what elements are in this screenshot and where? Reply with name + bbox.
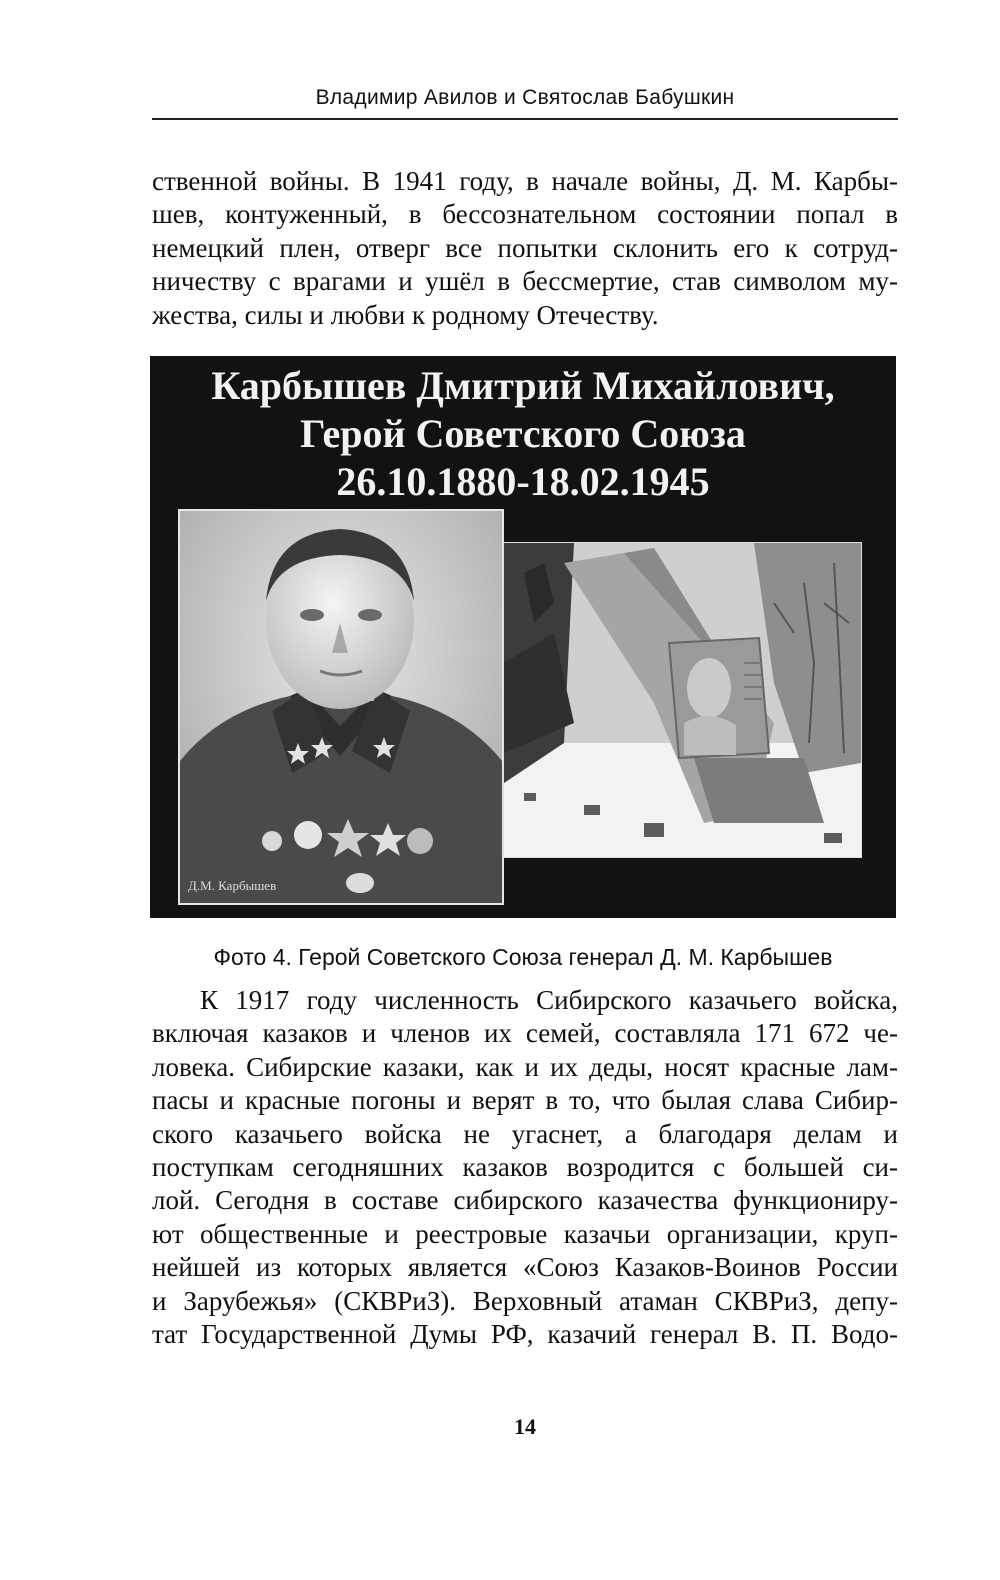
photo-title-line: Карбышев Дмитрий Михайлович,	[211, 363, 835, 408]
text-line: ют общественные и реестровые казачьи организации, круп-	[152, 1218, 898, 1249]
running-head: Владимир Авилов и Святослав Бабушкин	[315, 86, 735, 109]
text-line: тат Государственной Думы РФ, казачий генерал В. П. Водо-	[152, 1319, 898, 1350]
paragraph-2	[152, 984, 898, 1351]
paragraph-1	[152, 165, 898, 332]
photo-title-line: 26.10.1880-18.02.1945	[336, 459, 710, 504]
text-line: шев, контуженный, в бессознательном состоянии попал в	[152, 199, 898, 230]
text-line: ственной войны. В 1941 году, в начале войны, Д. М. Карбы-	[152, 166, 898, 196]
text-line: К 1917 году численность Сибирского казачьего войска,	[200, 985, 898, 1015]
text-line: немецкий плен, отверг все попытки склонить его к сотруд-	[152, 232, 898, 263]
header-rule	[152, 118, 898, 120]
text-line: и Зарубежья» (СКВРиЗ). Верховный атаман СКВРиЗ, депу-	[152, 1285, 898, 1316]
text-line: ловека. Сибирские казаки, как и их деды, носят красные лам-	[152, 1051, 898, 1082]
text-line: жества, силы и любви к родному Отечеству.	[152, 299, 659, 330]
text-line: ского казачьего войска не угаснет, а благодаря делам и	[152, 1118, 898, 1149]
page-number: 14	[514, 1414, 536, 1439]
monument-photo	[503, 542, 862, 858]
photo-4	[150, 356, 896, 918]
portrait-caption: Д.М. Карбышев	[188, 878, 277, 893]
photo-title	[150, 362, 896, 506]
text-line: включая казаков и членов их семей, составляла 171 672 че-	[152, 1018, 898, 1049]
text-line: нейшей из которых является «Союз Казаков-Воинов России	[152, 1252, 898, 1283]
text-line: ничеству с врагами и ушёл в бессмертие, став символом му-	[152, 266, 898, 297]
text-line: пасы и красные погоны и верят в то, что былая слава Сибир-	[152, 1085, 898, 1116]
photo-caption: Фото 4. Герой Советского Союза генерал Д. М. Карбышев	[213, 944, 833, 970]
text-line: поступкам сегодняшних казаков возродится с большей си-	[152, 1152, 898, 1183]
photo-title-line: Герой Советского Союза	[300, 411, 746, 456]
portrait-photo	[178, 509, 504, 905]
monument-illustration	[504, 543, 861, 857]
portrait-illustration	[180, 511, 502, 903]
text-line: лой. Сегодня в составе сибирского казачества функциониру-	[152, 1185, 898, 1216]
